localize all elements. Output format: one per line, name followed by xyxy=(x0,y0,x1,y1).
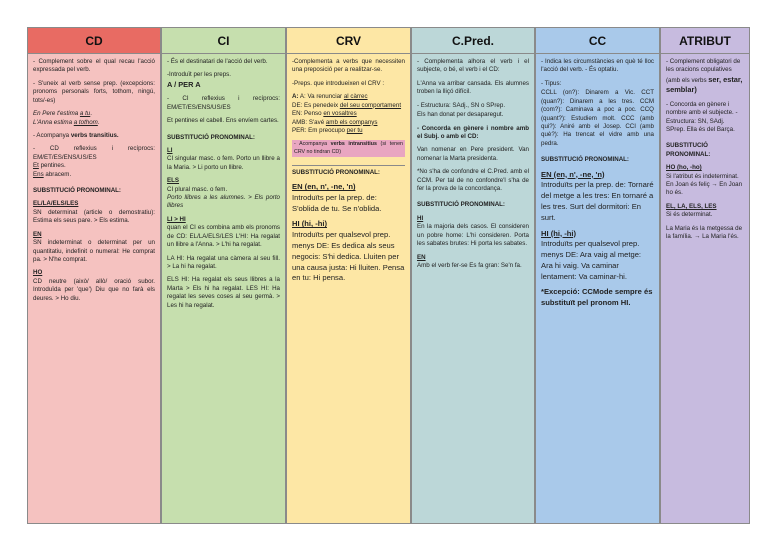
crv-hi: HI (hi, -hi) Introduïts per qualsevol prep. menys DE: Es dedica als seus negocis: S'hi dedica. Lluiten per una causa justa: Hi lluiten. Pensa en tu: Hi pensa. xyxy=(292,219,405,283)
cpred-example-1: L'Anna va arribar cansada. Els alumnes troben la lliçó difícil. xyxy=(417,79,529,96)
crv-intransitive-note: - Acompanya verbs intransitius (si tenen CRV no tindran CD) xyxy=(292,140,405,156)
cc-exception: *Excepció: CCMode sempre és substituït pel pronom HI. xyxy=(541,287,653,308)
column-atribut xyxy=(660,27,750,524)
column-title-cd: CD xyxy=(28,28,160,54)
atribut-definition: - Complement obligatori de les oracions copulatives (amb els verbs ser, estar, semblar) xyxy=(666,58,743,95)
atribut-ho: HO (ho, -ho) Si l'atribut és indeterminat. En Joan és feliç → En Joan ho és. xyxy=(666,164,743,197)
ci-reflexive-example: Et pentines el cabell. Ens envíem cartes. xyxy=(167,117,279,125)
cd-transitive-note: - Acompanya verbs transitius. xyxy=(33,131,119,139)
column-title-atribut: ATRIBUT xyxy=(661,28,749,54)
column-title-crv: CRV xyxy=(287,28,410,54)
ci-definition: - És el destinatari de l'acció del verb. xyxy=(167,58,268,65)
atribut-agreement: - Concorda en gènere i nombre amb el subjecte. - Estructura: SN, SAdj. SPrep. Ella és del Barça. xyxy=(666,100,738,133)
cd-substitution-heading: SUBSTITUCIÓ PRONOMINAL: xyxy=(33,187,121,195)
syntax-summary-table xyxy=(27,27,750,524)
cpred-en: EN Amb el verb fer-se Es fa gran: Se'n fa. xyxy=(417,253,522,270)
cd-example-1: En Pere t'estima a tu. L'Anna estima a tothom. xyxy=(33,110,100,126)
ci-la-hi: LA HI: Ha regalat una càmera al seu fill. > La hi ha regalat. xyxy=(167,254,280,271)
cpred-example-3: Van nomenar en Pere president. Van nomenar la Marta presidenta. xyxy=(417,146,529,162)
column-ci xyxy=(161,27,286,524)
crv-en: EN (en, n', -ne, 'n) Introduïts per la prep. de: S'oblida de tu. Se n'oblida. xyxy=(292,182,382,213)
ci-els: ELS CI plural masc. o fem. Porto llibres a les alumnes. > Els porto llibres xyxy=(167,177,280,210)
cc-substitution-heading: SUBSTITUCIÓ PRONOMINAL: xyxy=(541,156,629,164)
cpred-warning: *No s'ha de confondre el C.Pred. amb el CCM. Per tal de no confondre'l s'ha de fer la prova de la concordança. xyxy=(417,168,529,193)
ci-li-hi: LI > HI quan el CI es combina amb els pronoms de CD: EL/LA/ELS/LES L'HI: Ha regalat un llibre a l'Anna. > L'hi ha regalat. xyxy=(167,215,280,249)
crv-prepositions: -Preps. que introdueixen el CRV : xyxy=(292,79,385,87)
cpred-structure: - Estructura: SAdj., SN o SPrep. xyxy=(417,101,506,109)
cc-hi: HI (hi, -hi) Introduïts per qualsevol prep. menys DE: Ara vaig al metge: Ara hi vaig. Va caminar lentament: Va caminar-hi. xyxy=(541,228,642,281)
column-title-cpred: C.Pred. xyxy=(412,28,534,54)
ci-li: LI CI singular masc. o fem. Porto un llibre a la Maria. > Li porto un llibre. xyxy=(167,146,280,171)
column-cc xyxy=(535,27,660,524)
ci-prepositions: -Introduït per les preps. A / PER A xyxy=(167,71,231,89)
atribut-example: La Maria és la metgessa de la família. → La Maria l'és. xyxy=(666,224,743,241)
atribut-el-la: EL, LA, ELS, LES Si és determinat. xyxy=(666,202,717,219)
column-cd xyxy=(27,27,161,524)
cc-types-label: - Tipus: xyxy=(541,79,562,87)
cc-definition: - Indica les circumstàncies en què té lloc l'acció del verb. - És optatiu. xyxy=(541,58,654,74)
ci-els-hi: ELS HI: Ha regalat els seus llibres a la Marta > Els hi ha regalat. LES HI: Ha regalat les seves coses al seu germà. > Les hi ha regalat. xyxy=(167,276,280,309)
cd-reflexive: - CD reflexius i recíprocs: EM/ET/ES/ENS/US/ES Et pentines. Ens abracem. xyxy=(33,145,155,178)
ci-substitution-heading: SUBSTITUCIÓ PRONOMINAL: xyxy=(167,133,255,141)
crv-substitution-heading: SUBSTITUCIÓ PRONOMINAL: xyxy=(292,165,405,177)
cpred-substitution-heading: SUBSTITUCIÓ PRONOMINAL: xyxy=(417,201,505,209)
atribut-substitution-heading: SUBSTITUCIÓ PRONOMINAL: xyxy=(666,142,711,158)
cd-definition: - Complement sobre el qual recau l'acció expressada pel verb. xyxy=(33,58,155,74)
cd-preposition-rule: - S'uneix al verb sense prep. (excepcions: pronoms personals forts, tothom, ningú, tots/-es) xyxy=(33,79,155,104)
cpred-example-2: Els han donat per desaparegut. xyxy=(417,111,504,119)
column-title-cc: CC xyxy=(536,28,659,54)
crv-definition: -Complementa a verbs que necessiten una preposició per a realitzar-se. xyxy=(292,58,405,74)
column-title-ci: CI xyxy=(162,28,285,54)
column-crv xyxy=(286,27,411,524)
cpred-definition: - Complementa alhora el verb i el subjecte, o bé, el verb i el CD: xyxy=(417,58,529,74)
cpred-agreement: - Concorda en gènere i nombre amb el Subj. o amb el CD: xyxy=(417,124,529,140)
ci-reflexive: - CI reflexius i recíprocs: EM/ET/ES/ENS/US/ES xyxy=(167,95,280,111)
cc-types: CCLL (on?): Dinarem a Vic. CCT (quan?): Dinarem a les tres. CCM (com?): Caminava a poc a poc. CCQ (quant?): Estudiem molt. CCC (amb qui?): Aniré amb el Josep. CCI (amb què?): Ha trencat el vidre amb una pedra. xyxy=(541,89,654,147)
cd-ho: HO CD neutre (això/ allò/ oració subor. Introduïda per 'que') Diu que no farà els deures. > Ho diu. xyxy=(33,269,155,302)
column-cpred xyxy=(411,27,535,524)
cpred-hi: HI En la majoria dels casos. El consideren un pobre home: L'hi consideren. Porta les sabates brutes: Hi porta les sabates. xyxy=(417,214,529,248)
cd-en: EN SN indeterminat o determinat per un quantitatiu, indefinit o numeral: He comprat pa. > N'he comprat. xyxy=(33,230,155,264)
cd-el-la: EL/LA/ELS/LES SN determinat (article o demostratiu): Estima els seus pare. > Els estima. xyxy=(33,200,155,225)
cc-en: EN (en, n', -ne, 'n) Introduïts per la prep. de: Tornaré del metge a les tres: En tornaré a les tres. Surt del dormitori: En surt. xyxy=(541,169,654,222)
crv-examples: A: A: Va renunciar al càrrec DE: Es penedeix del seu comportament EN: Penso en vosaltres AMB: S'avé amb els companys PER: Em preocupo per tu xyxy=(292,93,402,134)
